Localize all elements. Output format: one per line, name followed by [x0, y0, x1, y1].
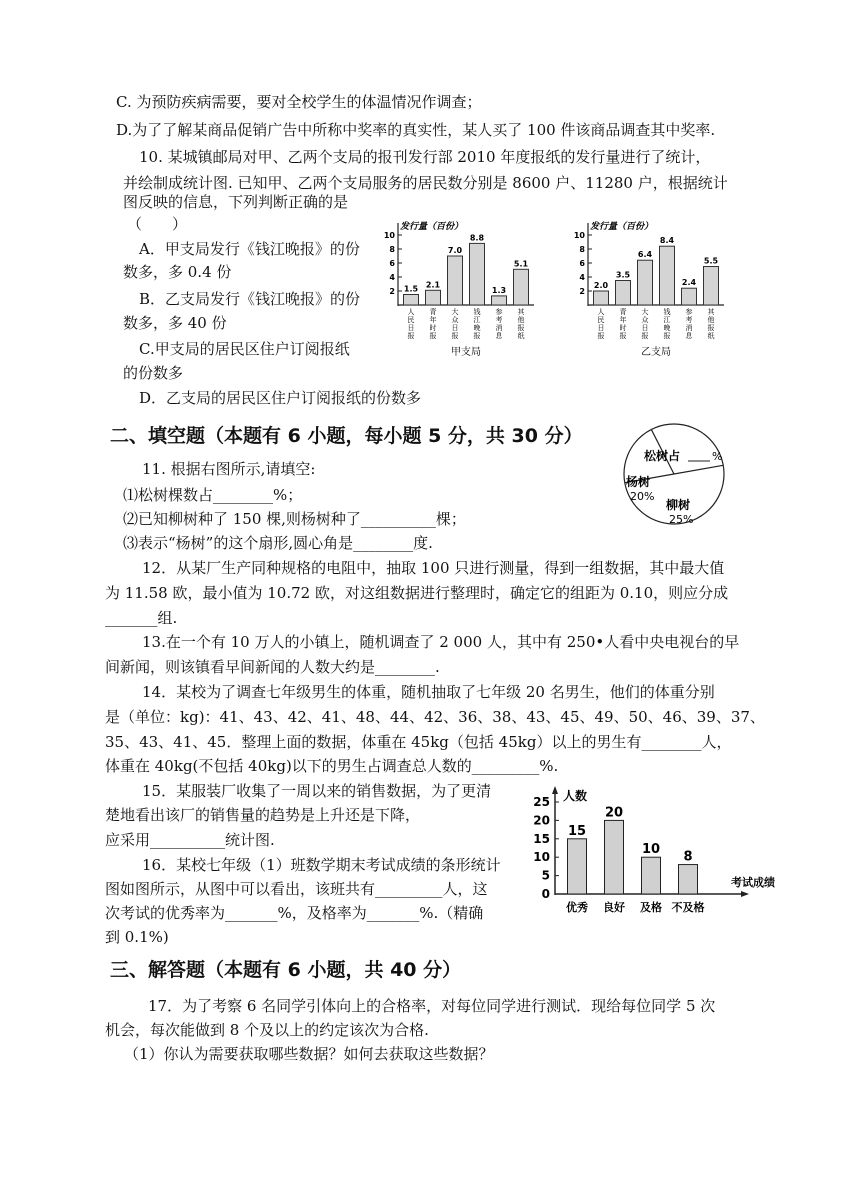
- section-2-heading: 二、填空题（本题有 6 小题，每小题 5 分，共 30 分）: [110, 425, 583, 447]
- q14-line4: 体重在 40kg(不包括 40kg)以下的男生占调查总人数的_________%.: [105, 757, 559, 775]
- x-tick-label: 钱江晚报: [663, 308, 671, 340]
- q10-option-b: B．乙支局发行《钱江晚报》的份: [139, 290, 361, 308]
- x-tick-label: 青年时报: [619, 308, 627, 340]
- bar-参考消息: [682, 288, 697, 305]
- data-label: 1.3: [491, 285, 507, 295]
- data-label: 5.5: [703, 256, 719, 266]
- data-label: 20: [604, 805, 624, 821]
- q16-line4: 到 0.1%): [105, 928, 169, 946]
- pine-label: 松树占: [644, 449, 681, 463]
- x-tick-label: 人民日报: [597, 308, 605, 340]
- x-tick-label: 不及格: [671, 901, 705, 914]
- bar-人民日报: [594, 291, 609, 305]
- chart-caption: 乙支局: [641, 347, 671, 358]
- willow-percent: 25%: [669, 513, 694, 526]
- data-label: 8: [683, 849, 693, 865]
- data-label: 2.0: [593, 281, 609, 290]
- y-tick-label: 15: [533, 831, 550, 846]
- bar-及格: [642, 857, 661, 894]
- q10-option-c2: 的份数多: [123, 364, 184, 382]
- data-label: 3.5: [615, 270, 631, 280]
- q10-option-b2: 数多，多 40 份: [123, 314, 227, 332]
- data-label: 2.4: [681, 278, 697, 288]
- q16-line3: 次考试的优秀率为_______%，及格率为_______%.（精确: [105, 904, 484, 922]
- bar-大众日报: [448, 256, 463, 305]
- bar-其他报纸: [514, 269, 529, 305]
- q10-line3: 图反映的信息，下列判断正确的是: [123, 193, 349, 211]
- q10-line2: 并绘制成统计图. 已知甲、乙两个支局服务的居民数分别是 8600 户、11280 户，根据统计: [123, 174, 728, 192]
- data-label: 8.4: [659, 236, 675, 246]
- q14-line1: 14．某校为了调查七年级男生的体重，随机抽取了七年级 20 名男生，他们的体重分别: [142, 683, 715, 701]
- y-tick-label: 6: [389, 259, 395, 268]
- q16-line2: 图如图所示，从图中可以看出，该班共有_________人，这: [105, 880, 488, 898]
- x-tick-label: 大众日报: [641, 308, 649, 340]
- q10-option-c: C.甲支局的居民区住户订阅报纸: [139, 340, 350, 358]
- y-tick-label: 10: [573, 231, 585, 240]
- y-tick-label: 4: [579, 273, 585, 282]
- y-axis-label: 人数: [563, 789, 588, 803]
- chart-caption: 甲支局: [451, 347, 481, 358]
- y-axis-arrow: [552, 786, 558, 794]
- data-label: 2.1: [425, 280, 441, 290]
- bar-钱江晚报: [660, 246, 675, 305]
- x-tick-label: 大众日报: [451, 308, 459, 340]
- q16-line1: 16．某校七年级（1）班数学期末考试成绩的条形统计: [142, 856, 501, 874]
- data-label: 5.1: [513, 259, 529, 269]
- option-d: D.为了了解某商品促销广告中所称中奖率的真实性，某人买了 100 件该商品调查其中奖率.: [116, 121, 716, 139]
- x-tick-label: 其他报纸: [707, 308, 715, 340]
- y-tick-label: 2: [389, 287, 395, 296]
- q12-line1: 12．从某厂生产同种规格的电阻中，抽取 100 只进行测量，得到一组数据，其中最大值: [142, 559, 725, 577]
- bar-钱江晚报: [470, 243, 485, 305]
- q15-line2: 楚地看出该厂的销售量的趋势是上升还是下降，: [105, 806, 421, 824]
- q17-line2: 机会，每次能做到 8 个及以上的约定该次为合格.: [105, 1021, 429, 1039]
- y-tick-label: 4: [389, 273, 395, 282]
- y-tick-label: 8: [579, 245, 585, 254]
- y-tick-label: 5: [541, 868, 550, 883]
- y-tick-label: 20: [533, 813, 550, 828]
- y-axis-label: 发行量（百份）: [590, 222, 654, 232]
- option-c: C. 为预防疾病需要，要对全校学生的体温情况作调查；: [116, 93, 482, 111]
- q11-line1: 11. 根据右图所示,请填空:: [142, 460, 316, 478]
- y-tick-label: 10: [383, 231, 395, 240]
- x-tick-label: 人民日报: [407, 308, 415, 340]
- q17-line3: （1）你认为需要获取哪些数据？如何去获取这些数据？: [124, 1045, 494, 1063]
- q12-line3: _______组.: [105, 609, 178, 627]
- bar-大众日报: [638, 260, 653, 305]
- x-axis-label: 考试成绩: [731, 876, 775, 889]
- x-tick-label: 参考消息: [495, 308, 503, 340]
- data-label: 7.0: [447, 246, 463, 255]
- x-tick-label: 青年时报: [429, 308, 437, 340]
- chart-pie: [614, 418, 734, 530]
- bar-人民日报: [404, 295, 419, 306]
- bar-良好: [605, 820, 624, 894]
- x-tick-label: 参考消息: [685, 308, 693, 340]
- section-3-heading: 三、解答题（本题有 6 小题，共 40 分）: [110, 959, 462, 981]
- x-tick-label: 钱江晚报: [473, 308, 481, 340]
- x-tick-label: 其他报纸: [517, 308, 525, 340]
- data-label: 10: [641, 842, 661, 858]
- q15-line1: 15．某服装厂收集了一周以来的销售数据，为了更清: [142, 782, 492, 800]
- x-axis-arrow: [741, 891, 749, 897]
- q13-line1: 13.在一个有 10 万人的小镇上，随机调查了 2 000 人，其中有 250•人看中央电视台的早: [142, 633, 740, 651]
- q11-line3: ⑵已知柳树种了 150 棵,则杨树种了__________棵；: [123, 510, 466, 528]
- q17-line1: 17．为了考察 6 名同学引体向上的合格率，对每位同学进行测试．现给每位同学 5 次: [148, 997, 716, 1015]
- bar-参考消息: [492, 296, 507, 305]
- q10-option-a2: 数多，多 0.4 份: [123, 263, 232, 281]
- data-label: 1.5: [403, 284, 419, 294]
- y-tick-label: 25: [533, 795, 550, 809]
- poplar-label: 杨树: [626, 475, 651, 489]
- chart-yi-branch: [568, 208, 733, 368]
- q10-option-d: D．乙支局的居民区住户订阅报纸的份数多: [139, 389, 422, 407]
- y-tick-label: 0: [541, 887, 550, 901]
- y-tick-label: 10: [533, 850, 550, 865]
- bar-其他报纸: [704, 267, 719, 306]
- chart-jia-branch: [378, 208, 538, 368]
- pine-percent: %: [712, 450, 723, 463]
- chart-grades: [525, 782, 775, 922]
- q12-line2: 为 11.58 欧，最小值为 10.72 欧，对这组数据进行整理时，确定它的组距为 0.10，则应分成: [105, 584, 729, 602]
- y-tick-label: 8: [389, 245, 395, 254]
- q10-line1: 10. 某城镇邮局对甲、乙两个支局的报刊发行部 2010 年度报纸的发行量进行了统计，: [139, 148, 711, 166]
- bar-不及格: [679, 865, 698, 894]
- poplar-percent: 20%: [630, 490, 655, 503]
- q11-line4: ⑶表示“杨树”的这个扇形,圆心角是________度.: [123, 534, 433, 552]
- y-axis-label: 发行量（百份）: [400, 222, 464, 232]
- q14-line2: 是（单位：kg)：41、43、42、41、48、44、42、36、38、43、45、49、50、46、39、37、: [105, 708, 765, 726]
- q11-line2: ⑴松树棵数占________%；: [123, 486, 303, 504]
- y-tick-label: 2: [579, 287, 585, 296]
- x-tick-label: 优秀: [566, 901, 588, 914]
- q14-line3: 35、43、41、45．整理上面的数据，体重在 45kg（包括 45kg）以上的男生有________人，: [105, 733, 732, 751]
- x-tick-label: 及格: [640, 901, 662, 914]
- q15-line3: 应采用__________统计图.: [105, 831, 275, 849]
- q10-option-a: A．甲支局发行《钱江晚报》的份: [139, 240, 360, 258]
- x-tick-label: 良好: [603, 901, 625, 914]
- q10-bracket: （ ）: [127, 215, 188, 233]
- q13-line2: 间新闻，则该镇看早间新闻的人数大约是________.: [105, 658, 440, 676]
- willow-label: 柳树: [666, 498, 691, 512]
- bar-青年时报: [616, 281, 631, 306]
- bar-青年时报: [426, 290, 441, 305]
- data-label: 6.4: [637, 250, 653, 260]
- data-label: 15: [567, 823, 587, 839]
- data-label: 8.8: [469, 233, 485, 243]
- bar-优秀: [568, 839, 587, 894]
- y-tick-label: 6: [579, 259, 585, 268]
